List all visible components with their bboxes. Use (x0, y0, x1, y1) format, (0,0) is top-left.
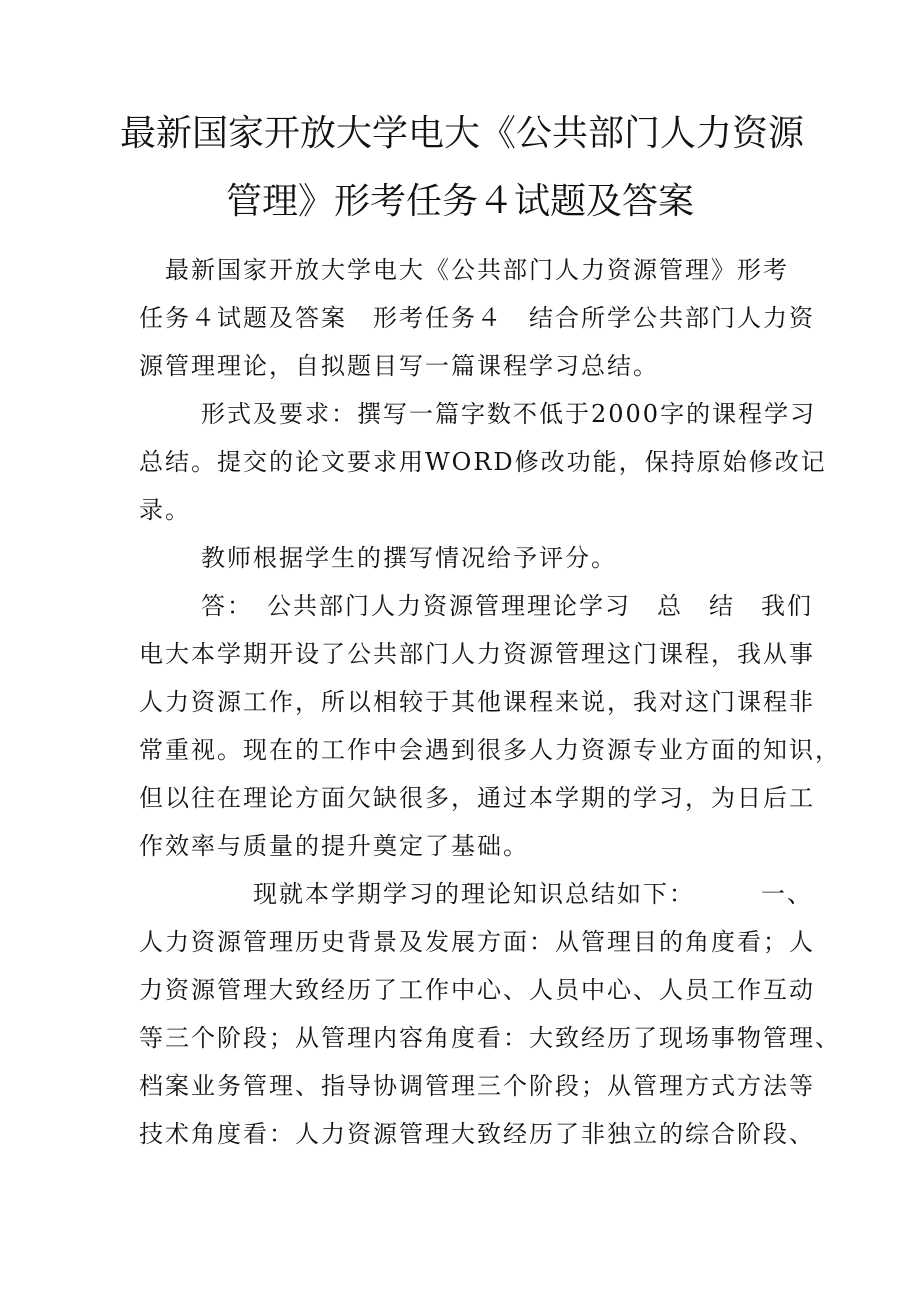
body-line-12: 但以往在理论方面欠缺很多，通过本学期的学习，为日后工 (139, 784, 815, 812)
body-line-3: 源管理理论，自拟题目写一篇课程学习总结。 (139, 352, 659, 380)
body-line-16: 力资源管理大致经历了工作中心、人员中心、人员工作互动 (139, 976, 815, 1004)
body-line-1: 最新国家开放大学电大《公共部门人力资源管理》形考 (139, 256, 789, 284)
document-title-line-1: 最新国家开放大学电大《公共部门人力资源 (120, 113, 805, 154)
body-line-7: 教师根据学生的撰写情况给予评分。 (175, 544, 617, 572)
document-title-line-2: 管理》形考任务４试题及答案 (225, 181, 694, 222)
body-line-17: 等三个阶段；从管理内容角度看：大致经历了现场事物管理、 (139, 1024, 841, 1052)
body-line-18: 档案业务管理、指导协调管理三个阶段；从管理方式方法等 (139, 1072, 815, 1100)
body-line-13: 作效率与质量的提升奠定了基础。 (139, 832, 529, 860)
body-line-19: 技术角度看：人力资源管理大致经历了非独立的综合阶段、 (139, 1120, 815, 1148)
body-line-4: 形式及要求：撰写一篇字数不低于2000字的课程学习 (175, 400, 817, 428)
body-line-14: 现就本学期学习的理论知识总结如下： 一、 (175, 880, 813, 908)
body-line-8: 答： 公共部门人力资源管理理论学习 总 结 我们 (175, 592, 813, 620)
body-line-10: 人力资源工作，所以相较于其他课程来说，我对这门课程非 (139, 688, 815, 716)
body-line-15: 人力资源管理历史背景及发展方面：从管理目的角度看；人 (139, 928, 815, 956)
body-line-5: 总结。提交的论文要求用WORD修改功能，保持原始修改记 (139, 448, 827, 476)
body-line-6: 录。 (139, 496, 191, 524)
body-line-11: 常重视。现在的工作中会遇到很多人力资源专业方面的知识， (139, 736, 841, 764)
body-line-2: 任务４试题及答案 形考任务４ 结合所学公共部门人力资 (139, 304, 815, 332)
body-line-9: 电大本学期开设了公共部门人力资源管理这门课程，我从事 (139, 640, 815, 668)
